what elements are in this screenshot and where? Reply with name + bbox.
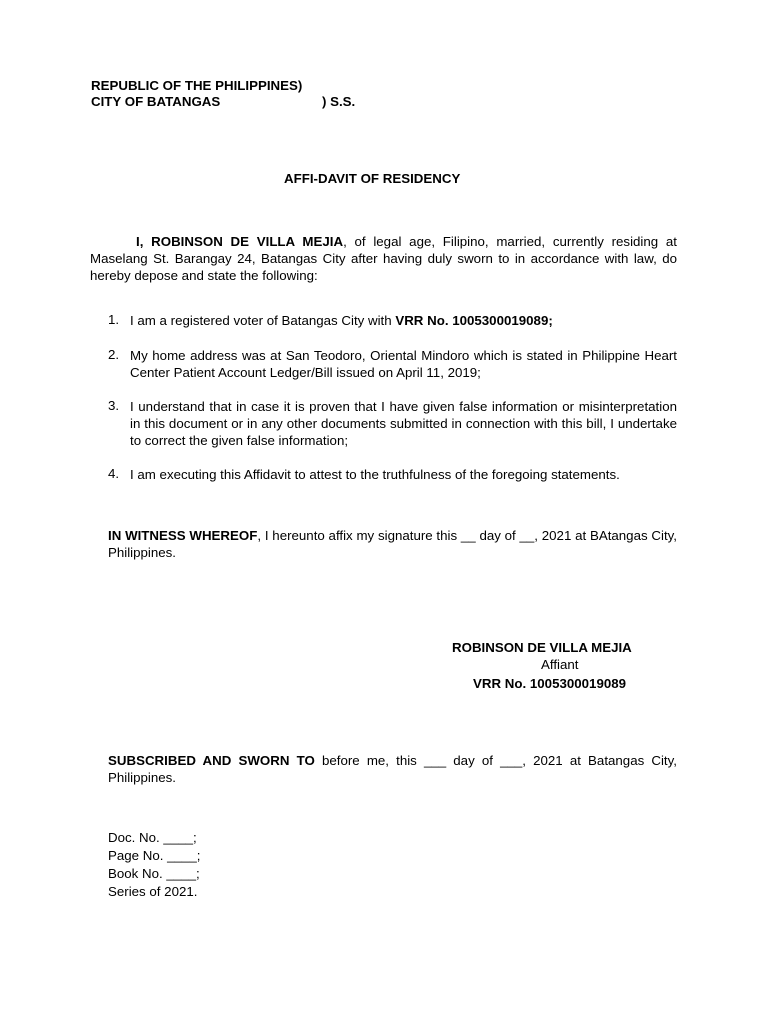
intro-paragraph (90, 233, 677, 284)
vrr-number-inline: VRR No. 1005300019089; (395, 313, 553, 328)
list-item-number: 4. (108, 466, 120, 481)
header-city: CITY OF BATANGAS (91, 94, 221, 109)
list-item: I understand that in case it is proven that I have given false information or misinterpretation in this document or in any other documents submitted in connection with this bill, I undertake to correct the given false information; (130, 399, 677, 448)
jurat-paragraph (108, 752, 677, 786)
list-item-number: 1. (108, 312, 120, 327)
document-title: AFFI-DAVIT OF RESIDENCY (284, 171, 461, 186)
header-ss: ) S.S. (322, 94, 356, 109)
doc-number: Doc. No. ____; (108, 830, 197, 845)
signature-role: Affiant (541, 657, 579, 672)
signature-name: ROBINSON DE VILLA MEJIA (452, 640, 632, 655)
list-item-number: 3. (108, 398, 120, 413)
jurat-text: before me, this ___ day of ___, 2021 at Batangas City, Philippines. (108, 753, 677, 785)
book-number: Book No. ____; (108, 866, 200, 881)
signature-vrr: VRR No. 1005300019089 (473, 676, 627, 691)
affiant-name-intro: I, ROBINSON DE VILLA MEJIA (136, 234, 344, 249)
series-year: Series of 2021. (108, 884, 198, 899)
list-item-number: 2. (108, 347, 120, 362)
list-item (130, 312, 677, 329)
list-item: I am executing this Affidavit to attest to the truthfulness of the foregoing statements. (130, 467, 620, 482)
page-number: Page No. ____; (108, 848, 201, 863)
list-item: My home address was at San Teodoro, Oriental Mindoro which is stated in Philippine Heart Center Patient Account Ledger/Bill issued on April 11, 2019; (130, 348, 677, 380)
jurat-heading: SUBSCRIBED AND SWORN TO (108, 753, 315, 768)
witness-paragraph (108, 527, 677, 561)
intro-text: , of legal age, Filipino, married, currently residing at Maselang St. Barangay 24, Batangas City after having duly sworn to in accordance with law, do hereby depose and state the following: (90, 234, 677, 283)
list-item-text: I am a registered voter of Batangas City with (130, 313, 396, 328)
witness-text: , I hereunto affix my signature this __ day of __, 2021 at BAtangas City, Philippines. (108, 528, 677, 560)
header-republic: REPUBLIC OF THE PHILIPPINES) (91, 78, 303, 93)
witness-heading: IN WITNESS WHEREOF (108, 528, 258, 543)
